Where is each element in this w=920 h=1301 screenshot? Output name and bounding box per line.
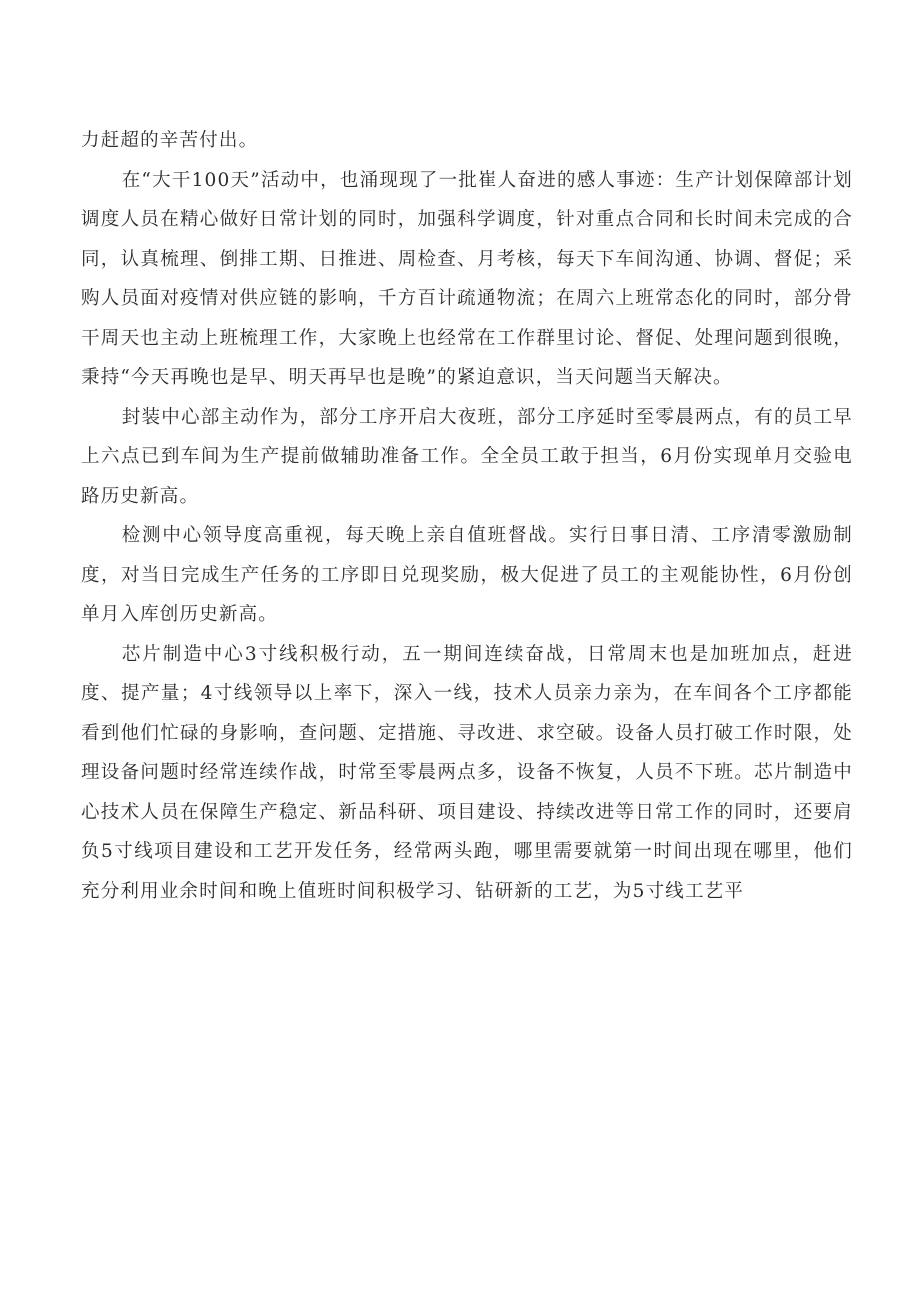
paragraph-testing-center: 检测中心领导度高重视，每天晚上亲自值班督战。实行日事日清、工序清零激励制度，对当日完成生产任务的工序即日兑现奖励，极大促进了员工的主观能协性，6月份创单月入库创历史新高。 — [81, 525, 853, 625]
paragraph-planning-department: 在“大干100天”活动中，也涌现现了一批崔人奋进的感人事迹：生产计划保障部计划调度人员在精心做好日常计划的同时，加强科学调度，针对重点合同和长时间未完成的合同，认真梳理、倒排工期、日推进、周检查、月考核，每天下车间沟通、协调、督促；采购人员面对疫情对供应链的影响，千方百计疏通物流；在周六上班常态化的同时，部分骨干周天也主动上班梳理工作，大家晚上也经常在工作群里讨论、督促、处理问题到很晚，秉持“今天再晚也是早、明天再早也是晚”的紧迫意识，当天问题当天解决。 — [81, 169, 853, 388]
paragraph-chip-manufacturing-center: 芯片制造中心3寸线积极行动，五一期间连续奋战，日常周末也是加班加点，赶进度、提产量；4寸线领导以上率下，深入一线，技术人员亲力亲为，在车间各个工序都能看到他们忙碌的身影响，查问题、定措施、寻改进、求空破。设备人员打破工作时限，处理设备问题时经常连续作战，时常至零晨两点多，设备不恢复，人员不下班。芯片制造中心技术人员在保障生产稳定、新品科研、项目建设、持续改进等日常工作的同时，还要肩负5寸线项目建设和工艺开发任务，经常两头跑，哪里需要就第一时间出现在哪里，他们充分利用业余时间和晚上值班时间积极学习、钻研新的工艺，为5寸线工艺平 — [81, 643, 853, 902]
paragraph-continuation: 力赶超的辛苦付出。 — [81, 130, 259, 151]
paragraph-packaging-center: 封装中心部主动作为，部分工序开启大夜班，部分工序延时至零晨两点，有的员工早上六点已到车间为生产提前做辅助准备工作。全全员工敢于担当，6月份实现单月交验电路历史新高。 — [81, 406, 853, 507]
document-body — [81, 121, 853, 911]
